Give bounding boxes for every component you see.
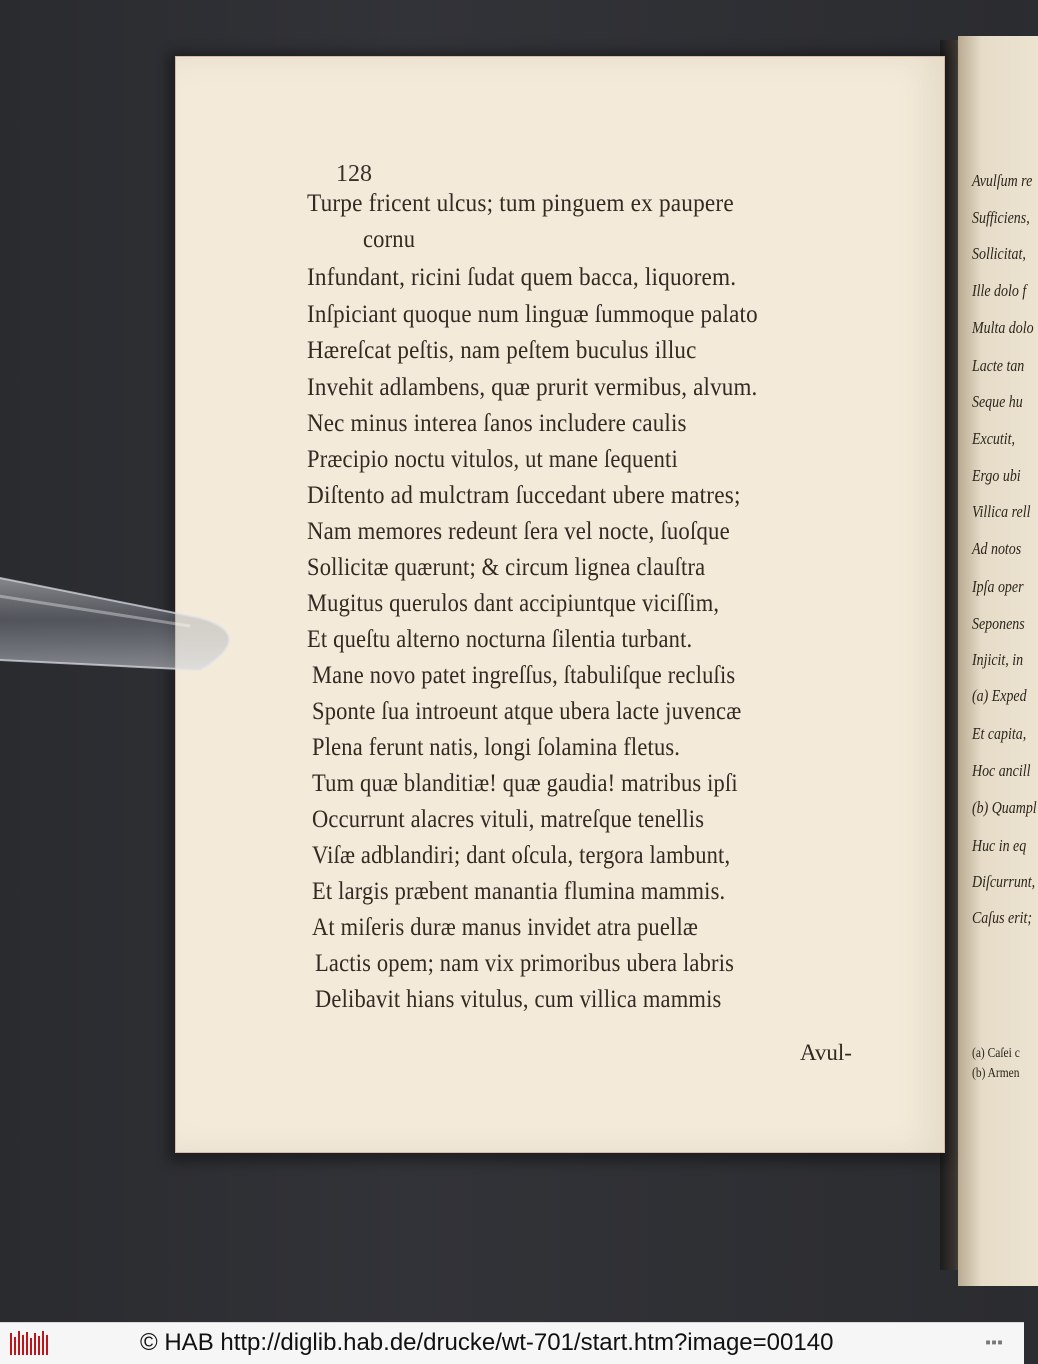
verse-line: Turpe fricent ulcus; tum pinguem ex paupere	[307, 190, 734, 217]
facing-line: Seque hu	[972, 392, 1023, 411]
verse-line: Nec minus interea ſanos includere caulis	[307, 410, 687, 437]
facing-line: Ad notos	[972, 539, 1022, 558]
facing-footnote: (b) Armen	[972, 1066, 1020, 1081]
verse-line: Sponte ſua introeunt atque ubera lacte juvencæ	[312, 698, 742, 725]
facing-line: Ipſa oper	[972, 577, 1024, 596]
facing-line: Excutit,	[972, 429, 1015, 448]
facing-line: (a) Exped	[972, 686, 1027, 705]
verse-line: Delibavit hians vitulus, cum villica mammis	[315, 986, 722, 1013]
facing-line: Sollicitat,	[972, 244, 1026, 263]
facing-line: (b) Quampl	[972, 798, 1037, 817]
facing-line: Caſus erit;	[972, 908, 1033, 927]
verse-line: Inſpiciant quoque num linguæ ſummoque palato	[307, 301, 758, 328]
facing-line: Diſcurrunt,	[972, 872, 1036, 891]
facing-page	[958, 36, 1038, 1286]
footer-bar	[0, 1322, 1024, 1364]
verse-line: Sollicitæ quærunt; & circum lignea clauſtra	[307, 554, 706, 581]
facing-line: Ergo ubi	[972, 466, 1021, 485]
verse-line: Mugitus querulos dant accipiuntque viciſſim,	[307, 590, 720, 617]
verse-line: Et largis præbent manantia flumina mammis.	[312, 878, 726, 905]
verse-line: Lactis opem; nam vix primoribus ubera labris	[315, 950, 735, 977]
facing-line: Avulſum re	[972, 171, 1033, 190]
page-number: 128	[336, 161, 372, 187]
facing-line: Ille dolo f	[972, 281, 1027, 300]
verse-line: Nam memores redeunt ſera vel nocte, ſuoſque	[307, 518, 730, 545]
verse-line: Præcipio noctu vitulos, ut mane ſequenti	[307, 446, 678, 473]
facing-line: Hoc ancill	[972, 761, 1031, 780]
facing-line: Et capita,	[972, 724, 1027, 743]
verse-line: Invehit adlambens, quæ prurit vermibus, alvum.	[307, 374, 758, 401]
hab-logo-icon	[8, 1329, 50, 1359]
verse-line: cornu	[363, 226, 416, 253]
verse-line: At miſeris duræ manus invidet atra puellæ	[312, 914, 699, 941]
footer-mark: ▪▪▪	[985, 1337, 1004, 1348]
facing-line: Sufficiens,	[972, 208, 1030, 227]
verse-line: Viſæ adblandiri; dant oſcula, tergora lambunt,	[312, 842, 731, 869]
copyright-link[interactable]: © HAB http://diglib.hab.de/drucke/wt-701/start.htm?image=00140	[140, 1329, 834, 1356]
facing-line: Seponens	[972, 614, 1025, 633]
catchword: Avul-	[800, 1040, 852, 1065]
facing-line: Multa dolo	[972, 318, 1034, 337]
verse-line: Tum quæ blanditiæ! quæ gaudia! matribus ipſi	[312, 770, 738, 797]
verse-line: Plena ferunt natis, longi ſolamina fletus.	[312, 734, 681, 761]
facing-line: Lacte tan	[972, 356, 1025, 375]
verse-line: Occurrunt alacres vituli, matreſque tenellis	[312, 806, 705, 833]
facing-line: Villica rell	[972, 502, 1031, 521]
facing-line: Injicit, in	[972, 650, 1024, 669]
verse-line: Hæreſcat peſtis, nam peſtem buculus illuc	[307, 337, 697, 364]
verse-line: Diſtento ad mulctram ſuccedant ubere matres;	[307, 482, 741, 509]
facing-line: Huc in eq	[972, 836, 1027, 855]
facing-footnote: (a) Caſei c	[972, 1046, 1020, 1061]
verse-line: Et queſtu alterno nocturna ſilentia turbant.	[307, 626, 693, 653]
verse-line: Mane novo patet ingreſſus, ſtabuliſque recluſis	[312, 662, 736, 689]
verse-line: Infundant, ricini ſudat quem bacca, liquorem.	[307, 264, 737, 291]
